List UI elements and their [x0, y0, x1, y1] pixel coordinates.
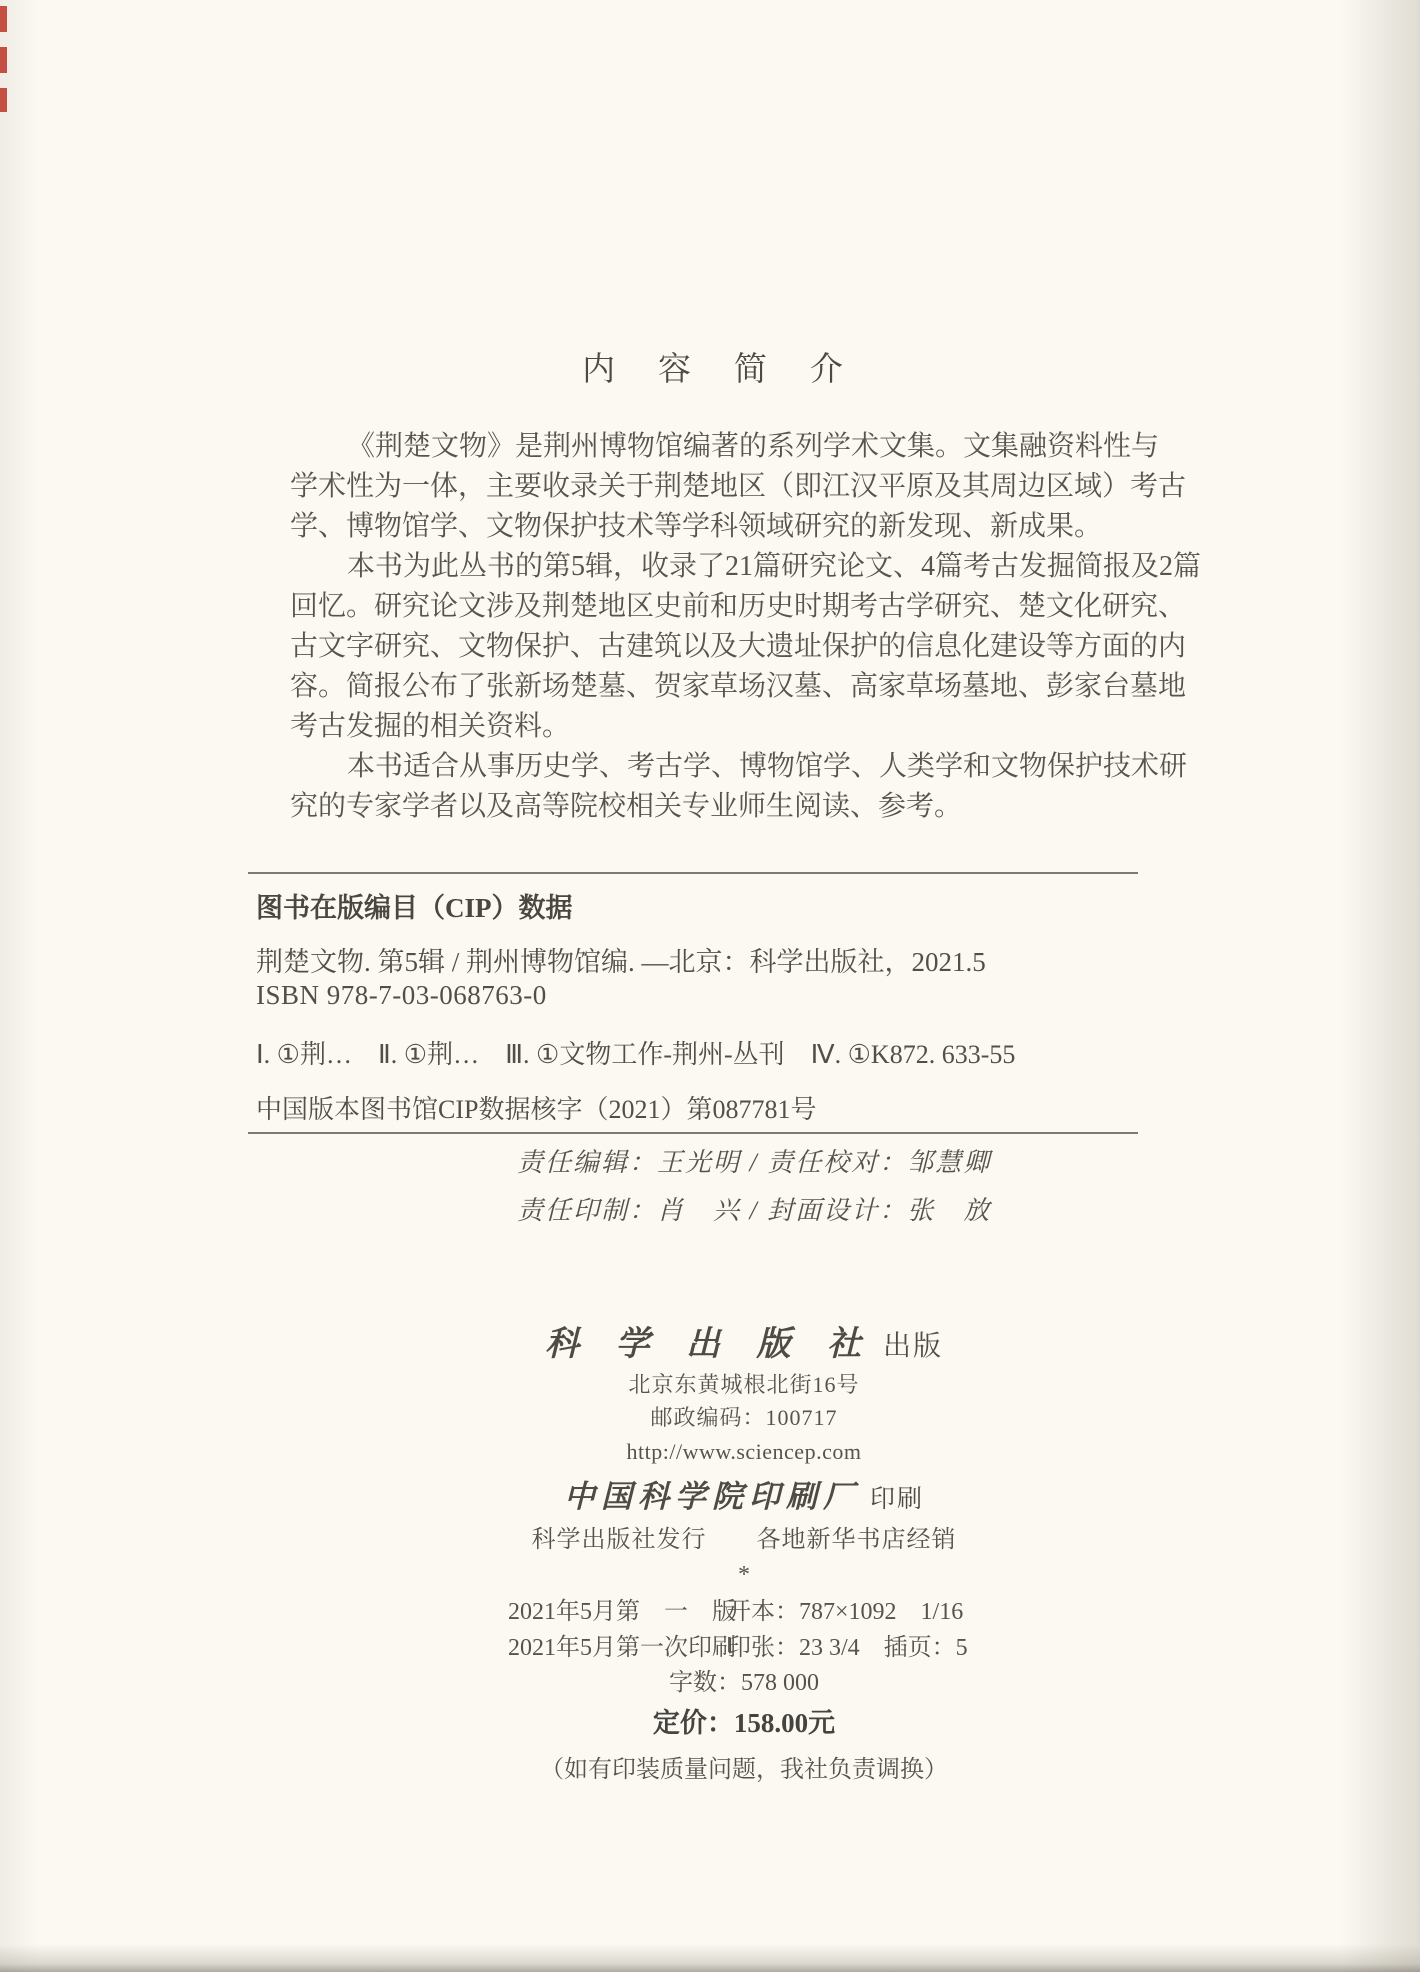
- separator-asterisk: *: [738, 1562, 750, 1588]
- content-summary-title: 内 容 简 介: [582, 352, 843, 388]
- cip-data-box: [248, 872, 1138, 1134]
- scan-bottom-shadow: [0, 1944, 1420, 1972]
- editor-credits-line: 责任印制：肖 兴 / 封面设计：张 放: [517, 1196, 992, 1225]
- distribution-line: 科学出版社发行 各地新华书店经销: [531, 1527, 957, 1553]
- summary-line: 容。简报公布了张新场楚墓、贺家草场汉墓、高家草场墓地、彭家台墓地: [290, 671, 1187, 702]
- summary-line: 学、博物馆学、文物保护技术等学科领域研究的新发现、新成果。: [290, 511, 1103, 542]
- cip-heading: 图书在版编目（CIP）数据: [256, 893, 573, 923]
- summary-line: 本书适合从事历史学、考古学、博物馆学、人类学和文物保护技术研: [347, 751, 1188, 782]
- summary-line: 《荆楚文物》是荆州博物馆编著的系列学术文集。文集融资料性与: [347, 431, 1160, 462]
- cip-isbn: ISBN 978-7-03-068763-0: [256, 980, 547, 1010]
- publisher-address: 北京东黄城根北街16号: [628, 1372, 860, 1397]
- editor-credits: [517, 1149, 991, 1225]
- printer-logo-text: 中国科学院印刷厂: [563, 1479, 860, 1514]
- scan-left-shadow: [0, 0, 40, 1972]
- summary-line: 古文字研究、文物保护、古建筑以及大遗址保护的信息化建设等方面的内: [290, 631, 1187, 662]
- edition-line: 2021年5月第 一 版: [508, 1599, 736, 1625]
- publisher-brand-suffix: 出版: [882, 1331, 943, 1362]
- summary-line: 回忆。研究论文涉及荆楚地区史前和历史时期考古学研究、楚文化研究、: [290, 591, 1187, 622]
- summary-line: 本书为此丛书的第5辑，收录了21篇研究论文、4篇考古发掘简报及2篇: [347, 551, 1202, 582]
- cip-record-number: 中国版本图书馆CIP数据核字（2021）第087781号: [256, 1095, 817, 1124]
- summary-line: 学术性为一体，主要收录关于荆楚地区（即江汉平原及其周边区域）考古: [290, 471, 1187, 502]
- summary-line: 究的专家学者以及高等院校相关专业师生阅读、参考。: [290, 791, 963, 822]
- printer-line: [290, 1475, 1198, 1522]
- printing-sheets-row: [508, 1634, 1068, 1662]
- publisher-website: http://www.sciencep.com: [626, 1439, 862, 1464]
- publisher-logo-text: 科 学 出 版 社: [544, 1326, 875, 1363]
- publisher-postcode: 邮政编码：100717: [650, 1405, 838, 1430]
- cip-title-line: 荆楚文物. 第5辑 / 荆州博物馆编. —北京：科学出版社，2021.5: [256, 947, 986, 977]
- publisher-brand-line: [290, 1322, 1198, 1370]
- scan-right-shadow: [1340, 0, 1420, 1972]
- editor-credits-line: 责任编辑：王光明 / 责任校对：邹慧卿: [517, 1148, 992, 1177]
- price-line: 定价：158.00元: [652, 1708, 836, 1738]
- quality-note-line: （如有印装质量问题，我社负责调换）: [540, 1757, 948, 1783]
- printing-line: 2021年5月第一次印刷: [508, 1635, 736, 1661]
- edition-format-row: [508, 1598, 1068, 1626]
- content-summary-body: [290, 427, 1202, 827]
- cip-classification: Ⅰ. ①荆… Ⅱ. ①荆… Ⅲ. ①文物工作-荆州-丛刊 Ⅳ. ①K872. 633-55: [256, 1040, 1016, 1069]
- printer-suffix: 印刷: [869, 1486, 924, 1513]
- summary-line: 考古发掘的相关资料。: [290, 711, 571, 742]
- word-count-line: 字数：578 000: [669, 1670, 819, 1696]
- sheets-line: 印张：23 3/4 插页：5: [727, 1635, 968, 1661]
- format-line: 开本：787×1092 1/16: [727, 1599, 964, 1625]
